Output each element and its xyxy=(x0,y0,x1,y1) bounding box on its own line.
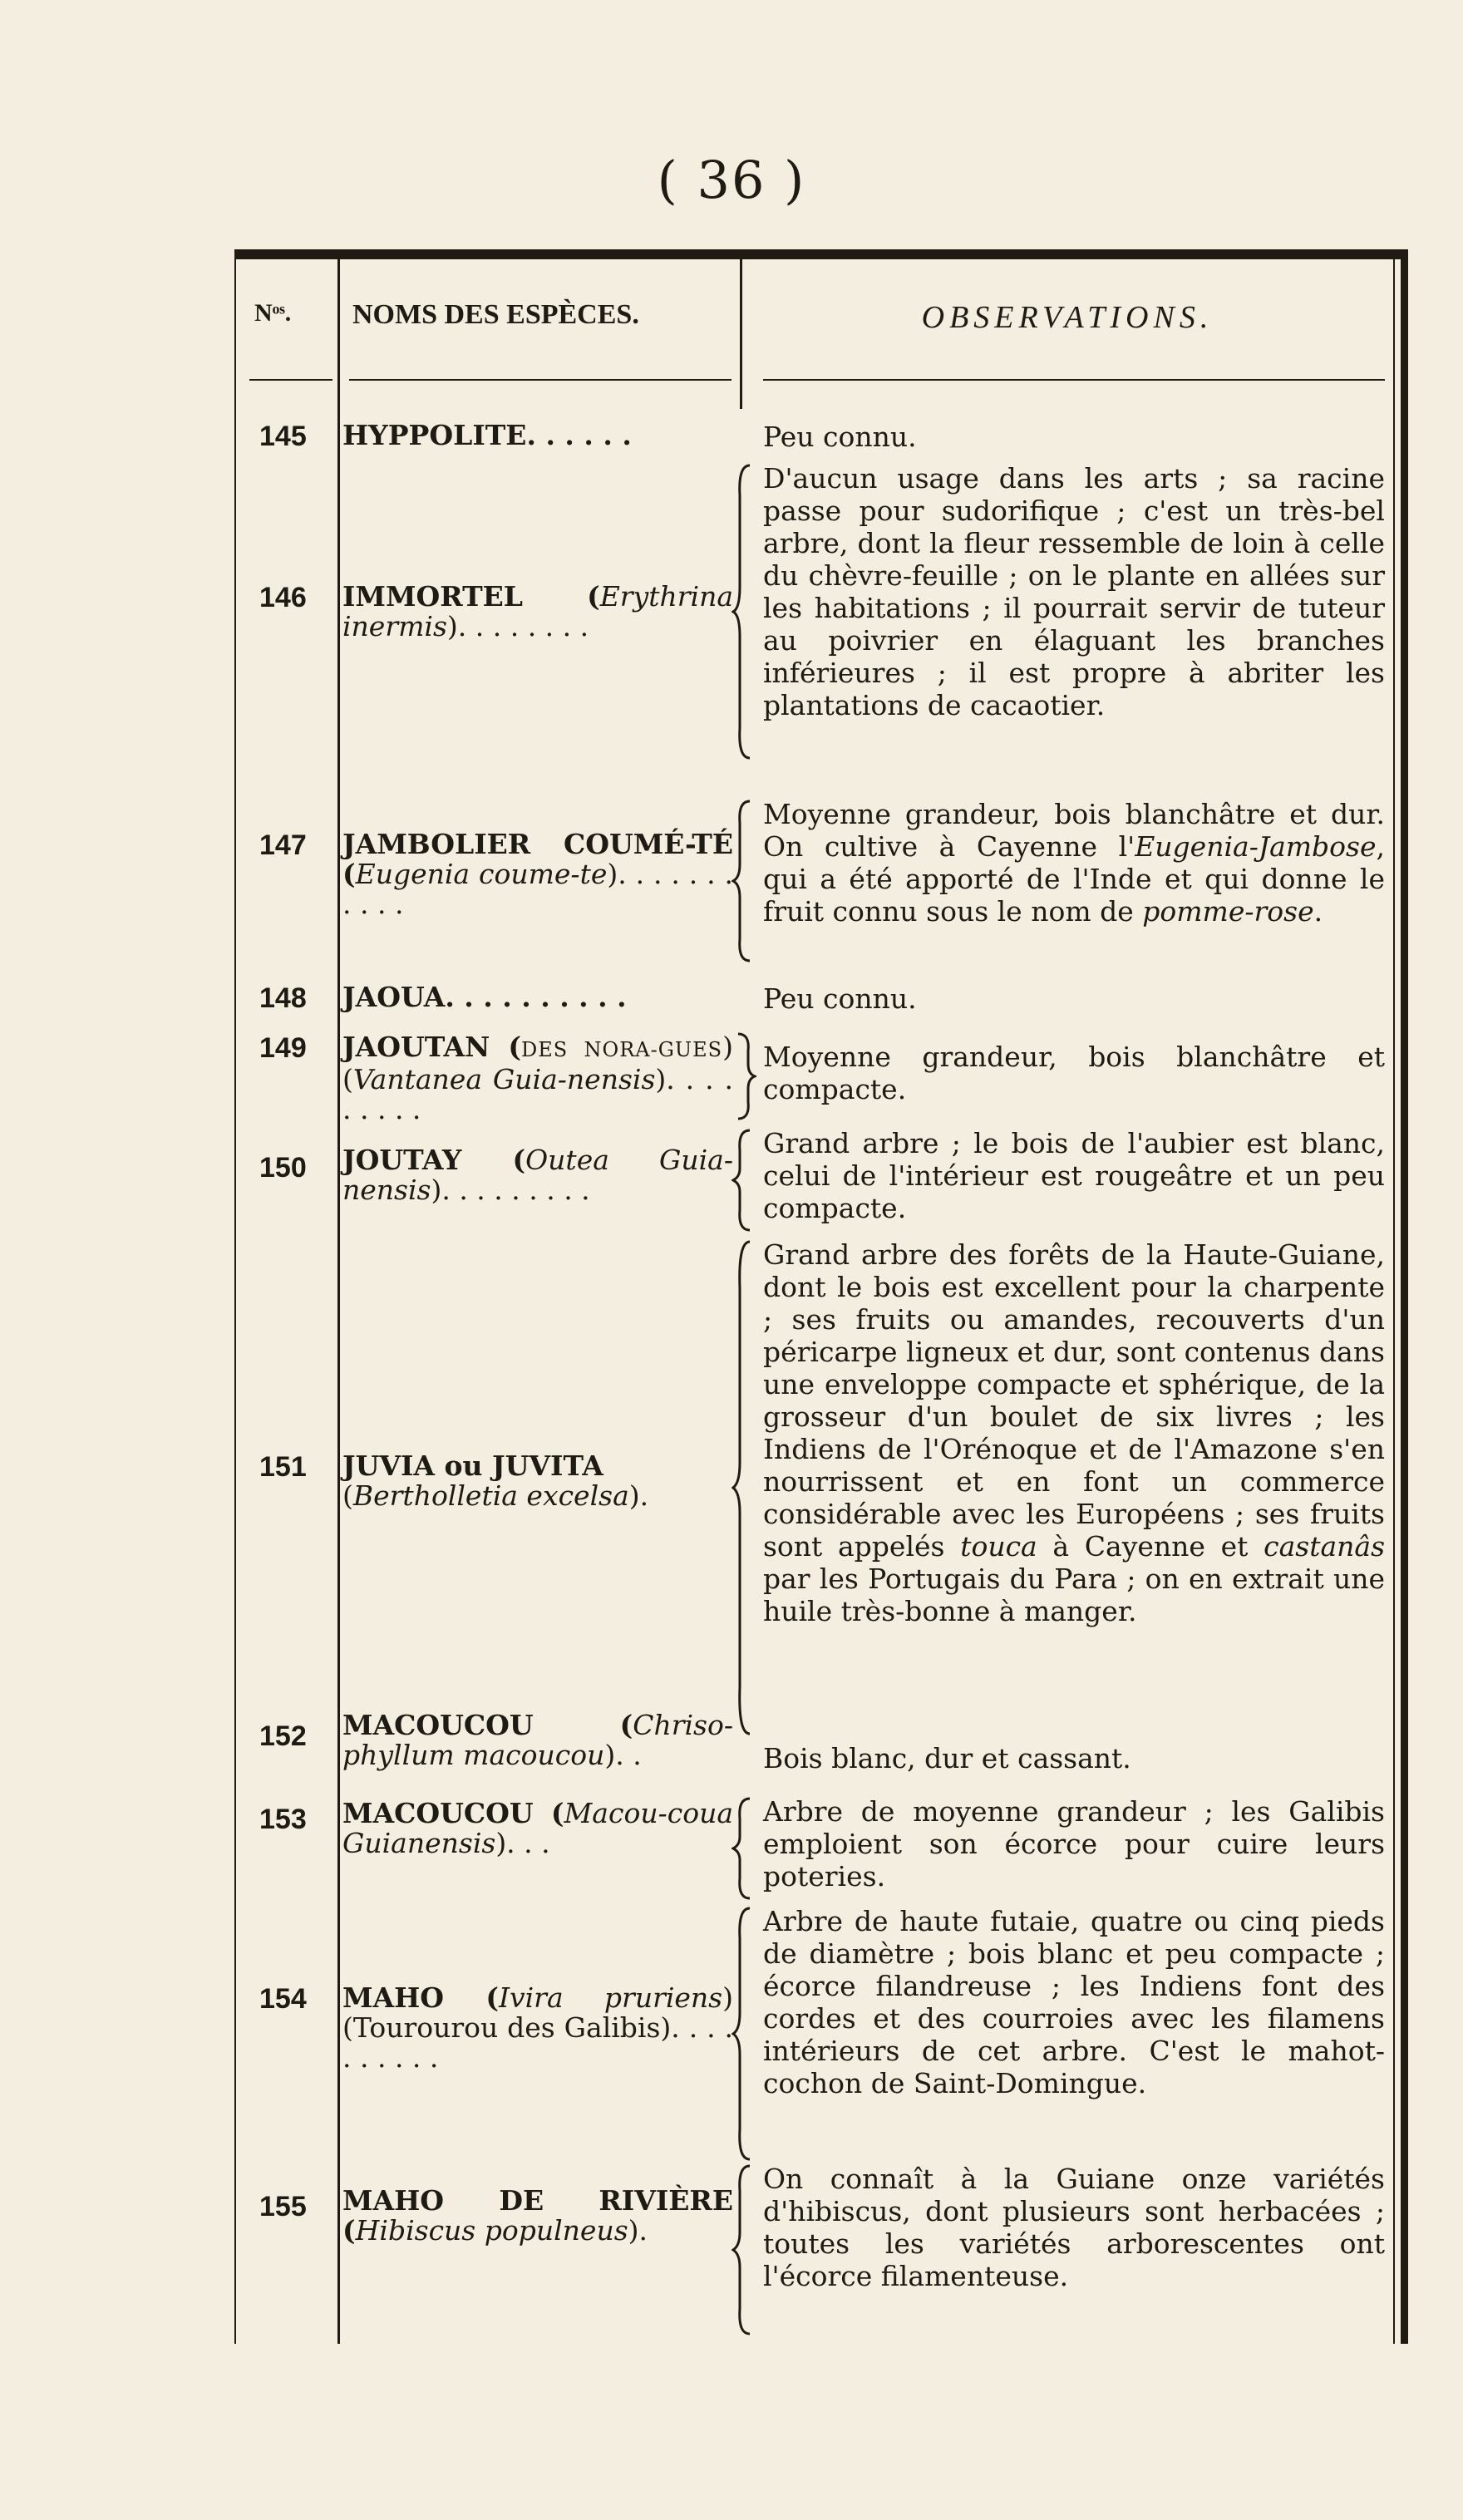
species-observation: Moyenne grandeur, bois blanchâtre et compacte. xyxy=(763,1041,1385,1105)
observation-text: Grand arbre des forêts de la Haute-Guiane, dont le bois est excellent pour la charpente ; ses fruits ou amandes, recouverts d'un péricarpe ligneux et dur, sont contenus dans une enveloppe compacte et sphérique, de la grosseur d'un boulet de six livres ; les Indiens de l'Orénoque et de l'Amazone s'en nourrissent et en font un commerce considérable avec les Européens ; ses fruits sont appelés xyxy=(763,1238,1385,1563)
species-name xyxy=(342,982,733,1012)
brace-icon xyxy=(732,1905,756,2163)
column-divider-inner-left xyxy=(1393,259,1395,2344)
name-suffix: ). . . . . . . . . xyxy=(431,1174,590,1206)
observation-text: , qui a été apporté de l'Inde et qui donne le fruit connu sous le nom de xyxy=(763,830,1385,928)
entry-number: 151 xyxy=(259,1451,307,1483)
entry-number: 154 xyxy=(259,1983,307,2015)
header-rule-names xyxy=(349,379,732,381)
species-name xyxy=(342,421,733,450)
species-name xyxy=(342,1451,733,1511)
observation-text: Moyenne grandeur, bois blanchâtre et dur. On cultive à Cayenne l' xyxy=(763,798,1385,863)
column-divider-names xyxy=(740,259,742,409)
species-name xyxy=(342,1799,733,1858)
species-name-text: MAHO DE RIVIÈRE ( xyxy=(342,2184,733,2247)
species-name-text: HYPPOLITE. . . . . . xyxy=(342,419,632,451)
brace-icon xyxy=(732,462,756,761)
brace-icon xyxy=(732,1795,756,1902)
brace-icon xyxy=(732,1031,756,1122)
entry-number: 147 xyxy=(259,829,307,861)
entry-number: 153 xyxy=(259,1804,307,1835)
name-suffix: ). xyxy=(628,1479,649,1512)
species-observation xyxy=(763,1238,1385,1627)
species-observation: Grand arbre ; le bois de l'aubier est blanc, celui de l'intérieur est rougeâtre et un peu compacte. xyxy=(763,1127,1385,1224)
observation-italic: Eugenia-Jambose xyxy=(1135,830,1377,863)
header-species-names: NOMS DES ESPÈCES. xyxy=(352,299,639,330)
observation-text: . xyxy=(1313,895,1323,928)
entry-number: 150 xyxy=(259,1152,307,1184)
species-observation: Peu connu. xyxy=(763,982,917,1015)
entry-number: 149 xyxy=(259,1032,307,1064)
observation-italic: touca xyxy=(960,1530,1037,1563)
scientific-name: Chriso-phyllum macoucou xyxy=(342,1709,733,1771)
brace-icon xyxy=(732,2163,756,2337)
header-rule-number xyxy=(249,379,332,381)
species-name-text: MACOUCOU ( xyxy=(342,1797,564,1829)
species-name xyxy=(342,2186,733,2246)
scientific-name: Ivira pruriens xyxy=(498,1981,723,2014)
brace-icon xyxy=(732,1127,756,1233)
species-name xyxy=(342,1710,733,1770)
name-suffix: ). . xyxy=(604,1739,642,1771)
column-divider-number xyxy=(337,259,340,2344)
header-rule-observations xyxy=(763,379,1385,381)
observation-text: par les Portugais du Para ; on en extrait une huile très-bonne à manger. xyxy=(763,1563,1385,1627)
brace-icon xyxy=(732,1238,756,1737)
observation-italic: castanâs xyxy=(1264,1530,1385,1563)
scientific-name: Vantanea Guia-nensis xyxy=(352,1063,656,1095)
species-name xyxy=(342,1032,733,1125)
species-observation: On connaît à la Guiane onze variétés d'hibiscus, dont plusieurs sont herbacées ; toutes les variétés arborescentes ont l'écorce filamenteuse. xyxy=(763,2163,1385,2292)
name-suffix: ). . . xyxy=(495,1827,550,1859)
species-name xyxy=(342,829,733,919)
scientific-name: Outea Guia-nensis xyxy=(342,1144,733,1206)
entry-number: 145 xyxy=(259,421,307,452)
name-punct: )( xyxy=(342,1031,733,1095)
name-suffix: ). . . . . . . . . . . xyxy=(342,858,733,920)
name-punct: ( xyxy=(342,1479,353,1512)
scientific-name: Erythrina inermis xyxy=(342,580,733,642)
species-observation: Arbre de haute futaie, quatre ou cinq pieds de diamètre ; bois blanc et peu compacte ; écorce filandreuse ; les Indiens font des cordes et des courroies avec les filamens intérieurs de cet arbre. C'est le mahot-cochon de Saint-Domingue. xyxy=(763,1905,1385,2099)
name-suffix: ). . . . . . . . . xyxy=(342,1063,733,1125)
small-caps-text: DES NORA-GUES xyxy=(521,1038,723,1061)
species-observation: Arbre de moyenne grandeur ; les Galibis emploient son écorce pour cuire leurs poteries. xyxy=(763,1795,1385,1892)
species-name-text: JAMBOLIER COUMÉ-TÉ ( xyxy=(342,828,733,890)
species-name-text: JUVIA ou JUVITA xyxy=(342,1449,603,1482)
species-observation: D'aucun usage dans les arts ; sa racine passe pour sudorifique ; c'est un très-bel arbre, dont la fleur ressemble de loin à celle du chèvre-feuille ; on le plante en allées sur les habitations ; il pourrait servir de tuteur au poivrier en élaguant les branches inférieures ; il est propre à abriter les plantations de cacaotier. xyxy=(763,462,1385,721)
header-number: Nᵒˢ. xyxy=(254,299,292,327)
species-name xyxy=(342,582,733,642)
scientific-name: Bertholletia excelsa xyxy=(352,1479,629,1512)
observation-text: à Cayenne et xyxy=(1037,1530,1264,1563)
entry-number: 148 xyxy=(259,982,307,1014)
observation-italic: pomme-rose xyxy=(1142,895,1314,928)
species-name xyxy=(342,1983,733,2073)
brace-icon xyxy=(732,798,756,964)
species-observation xyxy=(763,798,1385,928)
header-observations: OBSERVATIONS. xyxy=(921,300,1214,335)
scientific-name: Eugenia coume-te xyxy=(355,858,608,890)
name-suffix: ). xyxy=(628,2214,648,2247)
species-name-text: JOUTAY ( xyxy=(342,1144,526,1176)
species-name-text: IMMORTEL ( xyxy=(342,580,600,613)
species-observation: Peu connu. xyxy=(763,421,917,453)
species-name-text: JAOUA. . . . . . . . . . xyxy=(342,981,627,1013)
name-suffix: ) (Tourourou des Galibis). . . . . . . . . . xyxy=(342,1981,733,2074)
scientific-name: Hibiscus populneus xyxy=(355,2214,628,2247)
name-suffix: ). . . . . . . . xyxy=(446,610,589,642)
scientific-name: Macou-coua Guianensis xyxy=(342,1797,733,1859)
species-name-text: MACOUCOU ( xyxy=(342,1709,633,1741)
species-name xyxy=(342,1145,733,1205)
entry-number: 155 xyxy=(259,2191,307,2222)
species-name-text: JAOUTAN ( xyxy=(342,1031,522,1063)
page-number: ( 36 ) xyxy=(657,150,806,210)
entry-number: 152 xyxy=(259,1720,307,1752)
species-name-text: MAHO ( xyxy=(342,1981,499,2014)
entry-number: 146 xyxy=(259,582,307,613)
species-observation: Bois blanc, dur et cassant. xyxy=(763,1742,1131,1774)
